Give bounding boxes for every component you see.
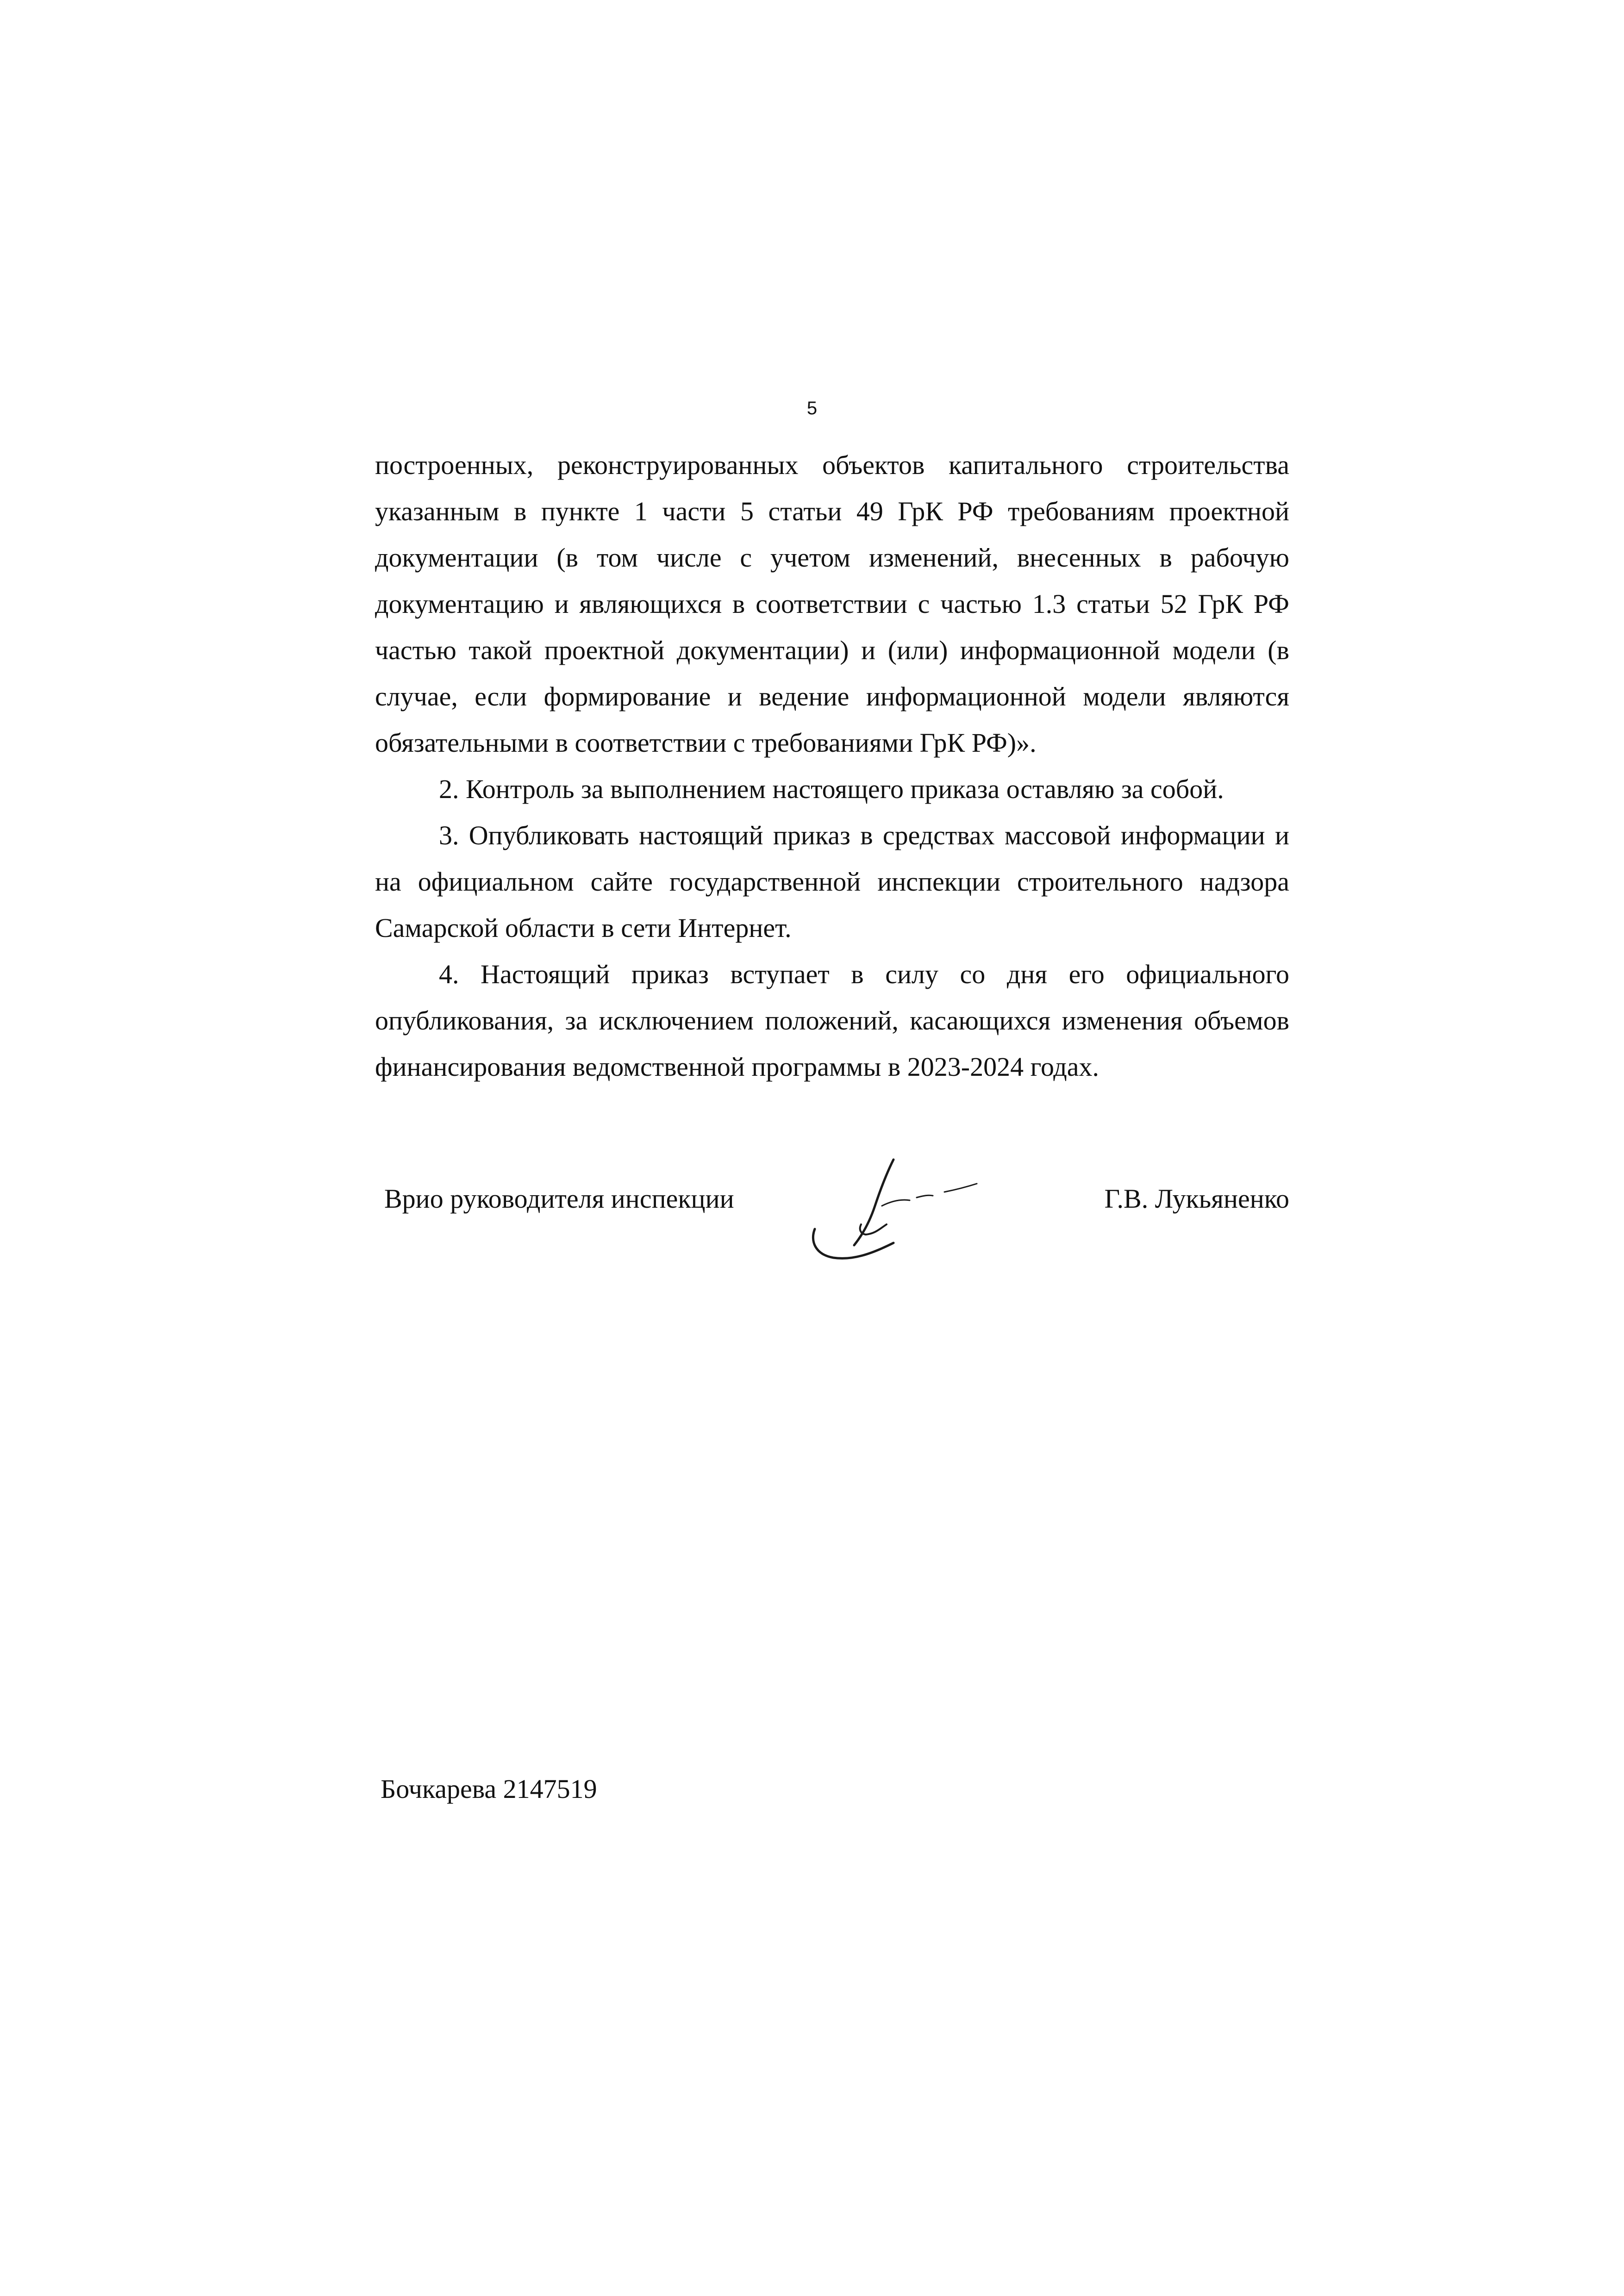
handwritten-signature-icon (806, 1155, 1046, 1275)
document-body (375, 442, 1289, 1090)
executor-contact: Бочкарева 2147519 (381, 1774, 597, 1804)
paragraph-item-4: 4. Настоящий приказ вступает в силу со дня его официального опубликования, за исключением положений, касающихся изменения объемов финансирования ведомственной программы в 2023-2024 годах. (375, 959, 1289, 1082)
signature-block (375, 1176, 1289, 1268)
signatory-name: Г.В. Лукьяненко (1104, 1184, 1289, 1214)
paragraph-item-3: 3. Опубликовать настоящий приказ в средствах массовой информации и на официальном сайте государственной инспекции строительного надзора Самарской области в сети Интернет. (375, 820, 1289, 943)
paragraph-item-2: 2. Контроль за выполнением настоящего приказа оставляю за собой. (439, 774, 1224, 804)
page-number: 5 (806, 398, 818, 418)
paragraph-continuation: построенных, реконструированных объектов капитального строительства указанным в пункте 1 части 5 статьи 49 ГрК РФ требованиям проектной документации (в том числе с учетом изменений, внесенных в рабочую документацию и являющихся в соответствии с частью 1.3 статьи 52 ГрК РФ частью такой проектной документации) и (или) информационной модели (в случае, если формирование и ведение информационной модели являются обязательными в соответствии с требованиями ГрК РФ)». (375, 450, 1289, 758)
signatory-role: Врио руководителя инспекции (384, 1184, 734, 1214)
